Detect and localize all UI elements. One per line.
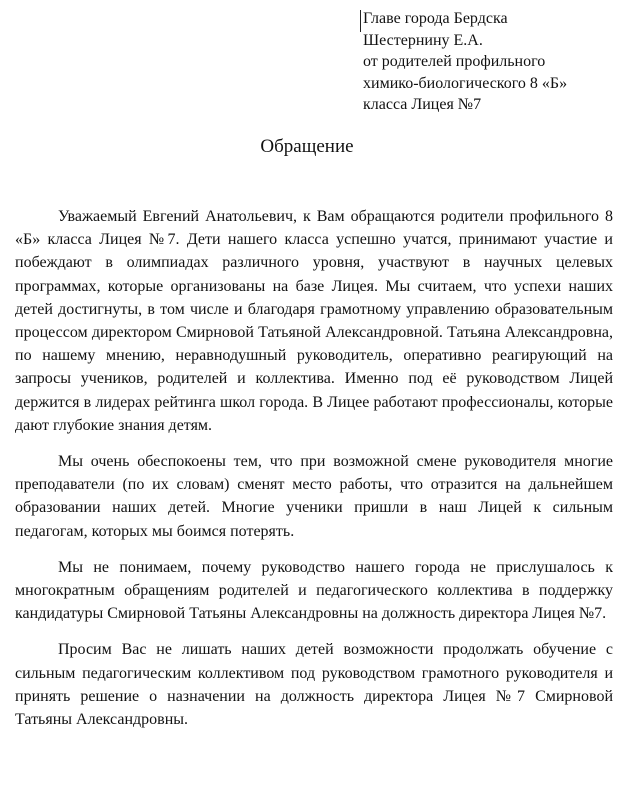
addressee-line: Главе города Бердска xyxy=(363,10,508,27)
addressee-line: Шестернину Е.А. xyxy=(363,31,483,49)
addressee-line: класса Лицея №7 xyxy=(363,96,482,113)
body-paragraph: Уважаемый Евгений Анатольевич, к Вам обращаются родители профильного 8 «Б» класса Лицея №7. Дети нашего класса успешно учатся, принимают участие и побеждают в олимпиадах различного уровня, участвуют в научных целевых программах, которые организованы на базе Лицея. Мы считаем, что успехи наших детей достигнуты, в том числе и благодаря грамотному управлению образовательным процессом директором Смирновой Татьяной Александровной. Татьяна Александровна, по нашему мнению, неравнодушный руководитель, оперативно реагирующий на запросы учеников, родителей и коллектива. Именно под её руководством Лицей держится в лидерах рейтинга школ города. В Лицее работают профессионалы, которые дают глубокие знания детям. xyxy=(15,208,613,434)
body-paragraph: Мы очень обеспокоены тем, что при возможной смене руководителя многие преподаватели (по их словам) сменят место работы, что отразится на дальнейшем образовании наших детей. Многие ученики пришли в наш Лицей к сильным педагогам, которых мы боимся потерять. xyxy=(15,453,613,540)
document-body xyxy=(15,205,613,744)
addressee-line: от родителей профильного xyxy=(363,53,546,70)
text-cursor xyxy=(360,10,361,32)
body-paragraph: Мы не понимаем, почему руководство нашего города не прислушалось к многократным обращениям родителей и педагогического коллектива в поддержку кандидатуры Смирновой Татьяны Александровны на должность директора Лицея №7. xyxy=(15,558,613,623)
document-title: Обращение xyxy=(260,136,354,157)
addressee-block xyxy=(363,8,613,116)
addressee-line: химико-биологического 8 «Б» xyxy=(363,74,568,92)
body-paragraph: Просим Вас не лишать наших детей возможности продолжать обучение с сильным педагогическим коллективом под руководством грамотного руководителя и принять решение о назначении на должность директора Лицея №7 Смирновой Татьяны Александровны. xyxy=(15,641,613,729)
